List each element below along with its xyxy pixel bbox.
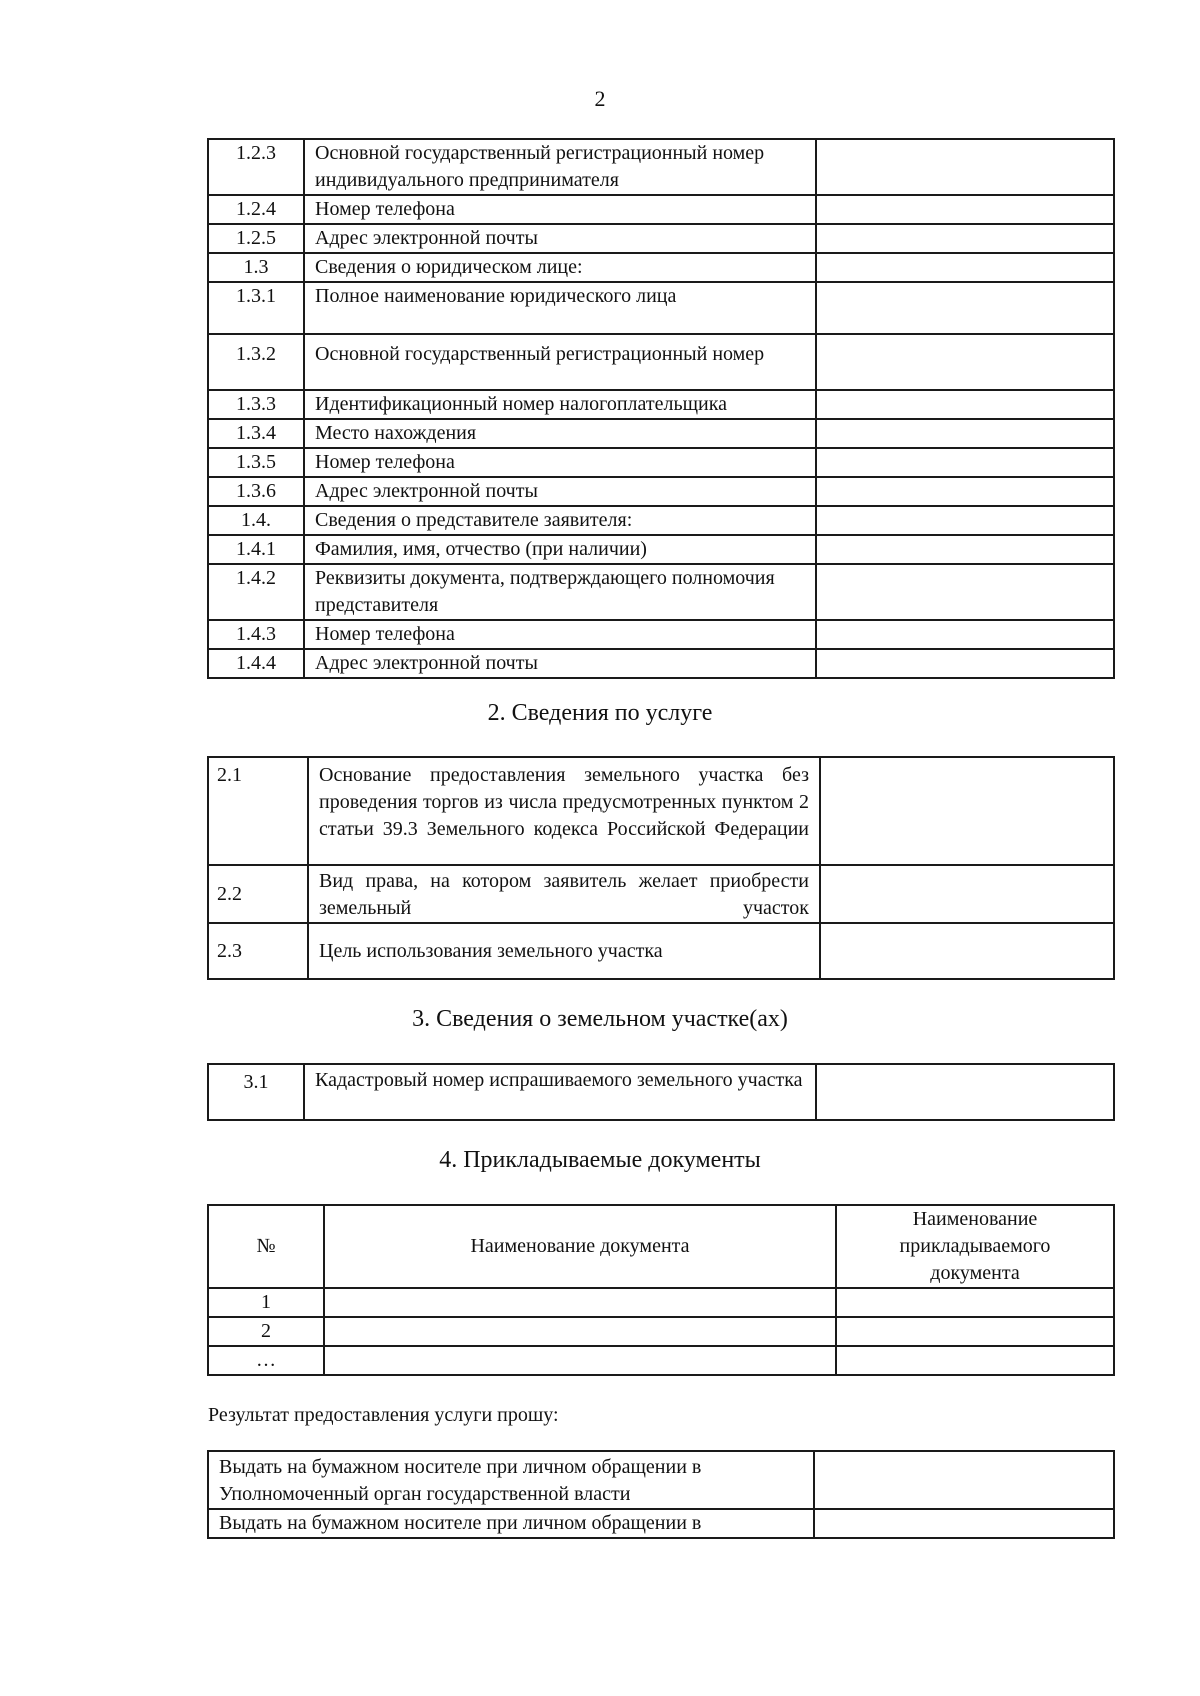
table-row — [208, 865, 1114, 923]
value-cell[interactable] — [816, 535, 1114, 564]
row-label: Адрес электронной почты — [304, 477, 816, 506]
row-label: Цель использования земельного участка — [308, 923, 820, 979]
value-cell[interactable] — [816, 224, 1114, 253]
row-number: 1.2.4 — [208, 195, 304, 224]
table-row — [208, 506, 1114, 535]
table-row — [208, 1346, 1114, 1375]
table-row — [208, 1288, 1114, 1317]
table-row — [208, 390, 1114, 419]
value-cell[interactable] — [816, 448, 1114, 477]
table-row — [208, 282, 1114, 334]
row-number: 2 — [208, 1317, 324, 1346]
row-number: 1.3.4 — [208, 419, 304, 448]
row-number: 3.1 — [208, 1064, 304, 1120]
value-cell[interactable] — [816, 334, 1114, 390]
value-cell[interactable] — [816, 564, 1114, 620]
attached-document-cell[interactable] — [836, 1288, 1114, 1317]
row-number: 1.4.2 — [208, 564, 304, 620]
row-label: Идентификационный номер налогоплательщика — [304, 390, 816, 419]
table-row — [208, 649, 1114, 678]
applicant-info-table — [207, 138, 1115, 679]
row-label: Основной государственный регистрационный номер — [304, 334, 816, 390]
table-row — [208, 535, 1114, 564]
table-row — [208, 923, 1114, 979]
value-cell[interactable] — [816, 506, 1114, 535]
value-cell[interactable] — [816, 253, 1114, 282]
table-header-row — [208, 1205, 1114, 1288]
table-row — [208, 1064, 1114, 1120]
row-number: 1.3.1 — [208, 282, 304, 334]
row-number: 1.2.3 — [208, 139, 304, 195]
row-label: Адрес электронной почты — [304, 224, 816, 253]
row-number: 1 — [208, 1288, 324, 1317]
row-label: Место нахождения — [304, 419, 816, 448]
table-row — [208, 620, 1114, 649]
row-label: Сведения о юридическом лице: — [304, 253, 816, 282]
attached-documents-table — [207, 1204, 1115, 1376]
row-label: Полное наименование юридического лица — [304, 282, 816, 334]
attached-document-cell[interactable] — [836, 1346, 1114, 1375]
row-number: 1.4.4 — [208, 649, 304, 678]
table-row — [208, 477, 1114, 506]
row-label: Фамилия, имя, отчество (при наличии) — [304, 535, 816, 564]
result-option-label: Выдать на бумажном носителе при личном обращении в Уполномоченный орган государственной власти — [208, 1451, 814, 1509]
row-label: Вид права, на котором заявитель желает приобрести земельный участок — [308, 865, 820, 923]
value-cell[interactable] — [816, 620, 1114, 649]
value-cell[interactable] — [816, 390, 1114, 419]
row-label: Реквизиты документа, подтверждающего полномочия представителя — [304, 564, 816, 620]
value-cell[interactable] — [816, 282, 1114, 334]
row-number: 2.2 — [208, 865, 308, 923]
row-label: Номер телефона — [304, 620, 816, 649]
page-number: 2 — [594, 86, 606, 111]
value-cell[interactable] — [816, 1064, 1114, 1120]
table-row — [208, 195, 1114, 224]
value-cell[interactable] — [816, 649, 1114, 678]
document-name-cell[interactable] — [324, 1346, 836, 1375]
value-cell[interactable] — [816, 195, 1114, 224]
attached-document-cell[interactable] — [836, 1317, 1114, 1346]
value-cell[interactable] — [816, 477, 1114, 506]
document-name-cell[interactable] — [324, 1288, 836, 1317]
result-option-checkbox-cell[interactable] — [814, 1509, 1114, 1538]
row-number: 1.3 — [208, 253, 304, 282]
row-label: Номер телефона — [304, 195, 816, 224]
result-option-checkbox-cell[interactable] — [814, 1451, 1114, 1509]
table-row — [208, 419, 1114, 448]
row-label: Кадастровый номер испрашиваемого земельного участка — [304, 1064, 816, 1120]
section-4-title: 4. Прикладываемые документы — [439, 1147, 761, 1173]
document-name-cell[interactable] — [324, 1317, 836, 1346]
table-row — [208, 1509, 1114, 1538]
value-cell[interactable] — [820, 865, 1114, 923]
row-number: 1.4. — [208, 506, 304, 535]
table-row — [208, 139, 1114, 195]
table-row — [208, 224, 1114, 253]
row-number: 1.2.5 — [208, 224, 304, 253]
row-number: 1.3.3 — [208, 390, 304, 419]
table-row — [208, 1317, 1114, 1346]
section-2-title: 2. Сведения по услуге — [487, 700, 713, 726]
row-number: 1.3.2 — [208, 334, 304, 390]
row-label: Адрес электронной почты — [304, 649, 816, 678]
row-number: 1.4.3 — [208, 620, 304, 649]
service-info-table — [207, 756, 1115, 980]
column-header-document-name: Наименование документа — [324, 1205, 836, 1288]
column-header-attached-document: Наименование прикладываемого документа — [836, 1205, 1114, 1288]
row-label: Основной государственный регистрационный номер индивидуального предпринимателя — [304, 139, 816, 195]
value-cell[interactable] — [816, 419, 1114, 448]
row-number: 2.3 — [208, 923, 308, 979]
row-label: Номер телефона — [304, 448, 816, 477]
table-row — [208, 1451, 1114, 1509]
column-header-number: № — [208, 1205, 324, 1288]
row-number: 2.1 — [208, 757, 308, 865]
row-label: Основание предоставления земельного участка без проведения торгов из числа предусмотренных пунктом 2 статьи 39.3 Земельного кодекса Российской Федерации — [308, 757, 820, 865]
value-cell[interactable] — [820, 757, 1114, 865]
value-cell[interactable] — [816, 139, 1114, 195]
row-number: … — [208, 1346, 324, 1375]
result-option-label: Выдать на бумажном носителе при личном обращении в — [208, 1509, 814, 1538]
row-number: 1.3.6 — [208, 477, 304, 506]
table-row — [208, 253, 1114, 282]
table-row — [208, 564, 1114, 620]
row-number: 1.3.5 — [208, 448, 304, 477]
row-label: Сведения о представителе заявителя: — [304, 506, 816, 535]
value-cell[interactable] — [820, 923, 1114, 979]
table-row — [208, 334, 1114, 390]
result-request-label: Результат предоставления услуги прошу: — [208, 1404, 559, 1426]
section-3-title: 3. Сведения о земельном участке(ах) — [412, 1006, 788, 1032]
table-row — [208, 448, 1114, 477]
land-plot-table — [207, 1063, 1115, 1121]
row-number: 1.4.1 — [208, 535, 304, 564]
result-options-table — [207, 1450, 1115, 1539]
table-row — [208, 757, 1114, 865]
